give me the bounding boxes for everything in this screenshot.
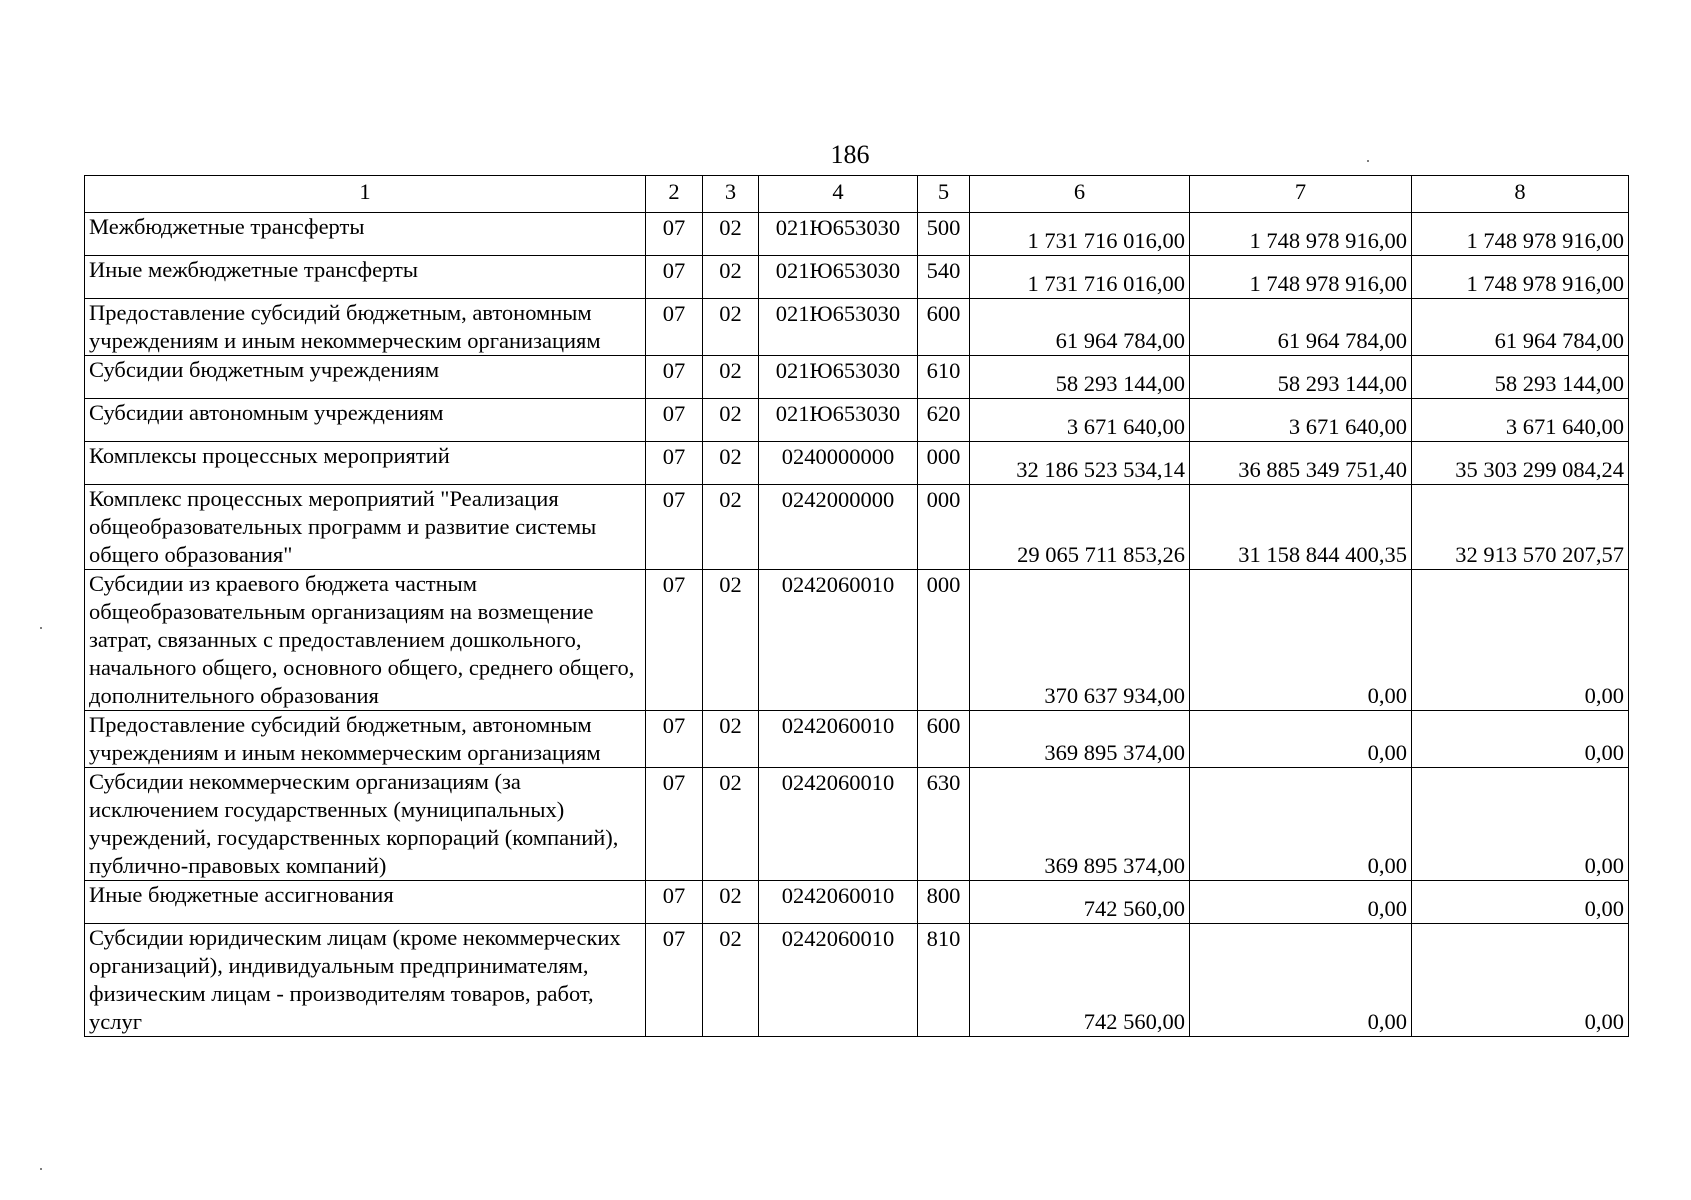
section-code-cell: 07 xyxy=(646,881,703,924)
subsection-code-cell: 02 xyxy=(703,570,759,711)
sum-col6-cell: 370 637 934,00 xyxy=(970,570,1190,711)
sum-col8-cell: 1 748 978 916,00 xyxy=(1412,256,1629,299)
sum-col8-cell: 32 913 570 207,57 xyxy=(1412,485,1629,570)
subsection-code-cell: 02 xyxy=(703,356,759,399)
expense-type-cell: 540 xyxy=(918,256,970,299)
expense-type-cell: 000 xyxy=(918,485,970,570)
table-row xyxy=(85,711,1629,768)
row-name-cell: Субсидии юридическим лицам (кроме некоммерческих организаций), индивидуальным предпринимателям, физическим лицам - производителям товаров, работ, услуг xyxy=(85,924,646,1037)
table-row xyxy=(85,485,1629,570)
budget-table xyxy=(84,175,1629,1037)
sum-col6-cell: 1 731 716 016,00 xyxy=(970,213,1190,256)
row-name-cell: Комплексы процессных мероприятий xyxy=(85,442,646,485)
expense-type-cell: 810 xyxy=(918,924,970,1037)
scan-speck xyxy=(40,1168,42,1170)
row-name-cell: Иные межбюджетные трансферты xyxy=(85,256,646,299)
sum-col8-cell: 58 293 144,00 xyxy=(1412,356,1629,399)
header-cell: 2 xyxy=(646,176,703,213)
subsection-code-cell: 02 xyxy=(703,924,759,1037)
sum-col7-cell: 1 748 978 916,00 xyxy=(1190,213,1412,256)
row-name-cell: Субсидии из краевого бюджета частным общеобразовательным организациям на возмещение затрат, связанных с предоставлением дошкольного, начального общего, основного общего, среднего общего, дополнительного образования xyxy=(85,570,646,711)
section-code-cell: 07 xyxy=(646,399,703,442)
sum-col6-cell: 29 065 711 853,26 xyxy=(970,485,1190,570)
sum-col6-cell: 3 671 640,00 xyxy=(970,399,1190,442)
sum-col6-cell: 32 186 523 534,14 xyxy=(970,442,1190,485)
sum-col8-cell: 0,00 xyxy=(1412,768,1629,881)
row-name-cell: Иные бюджетные ассигнования xyxy=(85,881,646,924)
section-code-cell: 07 xyxy=(646,213,703,256)
target-article-cell: 021Ю653030 xyxy=(759,213,918,256)
subsection-code-cell: 02 xyxy=(703,485,759,570)
sum-col8-cell: 1 748 978 916,00 xyxy=(1412,213,1629,256)
subsection-code-cell: 02 xyxy=(703,399,759,442)
row-name-cell: Субсидии бюджетным учреждениям xyxy=(85,356,646,399)
table-row xyxy=(85,768,1629,881)
table-row xyxy=(85,442,1629,485)
header-cell: 8 xyxy=(1412,176,1629,213)
header-cell: 7 xyxy=(1190,176,1412,213)
sum-col7-cell: 0,00 xyxy=(1190,570,1412,711)
target-article-cell: 021Ю653030 xyxy=(759,399,918,442)
table-row xyxy=(85,881,1629,924)
section-code-cell: 07 xyxy=(646,485,703,570)
section-code-cell: 07 xyxy=(646,442,703,485)
section-code-cell: 07 xyxy=(646,924,703,1037)
table-row xyxy=(85,924,1629,1037)
header-cell: 1 xyxy=(85,176,646,213)
subsection-code-cell: 02 xyxy=(703,299,759,356)
row-name-cell: Предоставление субсидий бюджетным, автономным учреждениям и иным некоммерческим организациям xyxy=(85,299,646,356)
expense-type-cell: 600 xyxy=(918,711,970,768)
scan-speck xyxy=(40,627,42,629)
row-name-cell: Комплекс процессных мероприятий "Реализация общеобразовательных программ и развитие системы общего образования" xyxy=(85,485,646,570)
table-row xyxy=(85,213,1629,256)
sum-col7-cell: 31 158 844 400,35 xyxy=(1190,485,1412,570)
header-cell: 6 xyxy=(970,176,1190,213)
subsection-code-cell: 02 xyxy=(703,256,759,299)
sum-col7-cell: 61 964 784,00 xyxy=(1190,299,1412,356)
expense-type-cell: 500 xyxy=(918,213,970,256)
table-row xyxy=(85,570,1629,711)
header-cell: 5 xyxy=(918,176,970,213)
sum-col7-cell: 36 885 349 751,40 xyxy=(1190,442,1412,485)
sum-col6-cell: 1 731 716 016,00 xyxy=(970,256,1190,299)
target-article-cell: 0242060010 xyxy=(759,924,918,1037)
target-article-cell: 021Ю653030 xyxy=(759,256,918,299)
subsection-code-cell: 02 xyxy=(703,213,759,256)
target-article-cell: 0240000000 xyxy=(759,442,918,485)
sum-col8-cell: 35 303 299 084,24 xyxy=(1412,442,1629,485)
sum-col7-cell: 0,00 xyxy=(1190,924,1412,1037)
target-article-cell: 021Ю653030 xyxy=(759,299,918,356)
table-row xyxy=(85,256,1629,299)
target-article-cell: 0242060010 xyxy=(759,768,918,881)
subsection-code-cell: 02 xyxy=(703,768,759,881)
table-body xyxy=(85,176,1629,1037)
expense-type-cell: 800 xyxy=(918,881,970,924)
sum-col8-cell: 0,00 xyxy=(1412,570,1629,711)
target-article-cell: 0242060010 xyxy=(759,711,918,768)
subsection-code-cell: 02 xyxy=(703,881,759,924)
sum-col6-cell: 742 560,00 xyxy=(970,881,1190,924)
section-code-cell: 07 xyxy=(646,711,703,768)
sum-col7-cell: 0,00 xyxy=(1190,711,1412,768)
expense-type-cell: 600 xyxy=(918,299,970,356)
table-row xyxy=(85,356,1629,399)
section-code-cell: 07 xyxy=(646,256,703,299)
sum-col6-cell: 742 560,00 xyxy=(970,924,1190,1037)
sum-col7-cell: 0,00 xyxy=(1190,768,1412,881)
table-row xyxy=(85,399,1629,442)
row-name-cell: Субсидии автономным учреждениям xyxy=(85,399,646,442)
sum-col7-cell: 3 671 640,00 xyxy=(1190,399,1412,442)
target-article-cell: 0242060010 xyxy=(759,570,918,711)
section-code-cell: 07 xyxy=(646,356,703,399)
expense-type-cell: 000 xyxy=(918,442,970,485)
header-row xyxy=(85,176,1629,213)
header-cell: 3 xyxy=(703,176,759,213)
subsection-code-cell: 02 xyxy=(703,711,759,768)
target-article-cell: 0242060010 xyxy=(759,881,918,924)
row-name-cell: Предоставление субсидий бюджетным, автономным учреждениям и иным некоммерческим организациям xyxy=(85,711,646,768)
section-code-cell: 07 xyxy=(646,570,703,711)
sum-col8-cell: 61 964 784,00 xyxy=(1412,299,1629,356)
sum-col6-cell: 58 293 144,00 xyxy=(970,356,1190,399)
page-number: 186 xyxy=(830,140,870,169)
sum-col8-cell: 0,00 xyxy=(1412,924,1629,1037)
sum-col8-cell: 0,00 xyxy=(1412,881,1629,924)
target-article-cell: 0242000000 xyxy=(759,485,918,570)
subsection-code-cell: 02 xyxy=(703,442,759,485)
row-name-cell: Субсидии некоммерческим организациям (за исключением государственных (муниципальных) учреждений, государственных корпораций (компаний), публично-правовых компаний) xyxy=(85,768,646,881)
section-code-cell: 07 xyxy=(646,299,703,356)
sum-col6-cell: 369 895 374,00 xyxy=(970,768,1190,881)
scan-speck xyxy=(1367,160,1369,162)
sum-col8-cell: 0,00 xyxy=(1412,711,1629,768)
sum-col7-cell: 0,00 xyxy=(1190,881,1412,924)
target-article-cell: 021Ю653030 xyxy=(759,356,918,399)
sum-col7-cell: 58 293 144,00 xyxy=(1190,356,1412,399)
table-row xyxy=(85,299,1629,356)
expense-type-cell: 610 xyxy=(918,356,970,399)
sum-col6-cell: 61 964 784,00 xyxy=(970,299,1190,356)
expense-type-cell: 620 xyxy=(918,399,970,442)
sum-col8-cell: 3 671 640,00 xyxy=(1412,399,1629,442)
sum-col7-cell: 1 748 978 916,00 xyxy=(1190,256,1412,299)
row-name-cell: Межбюджетные трансферты xyxy=(85,213,646,256)
section-code-cell: 07 xyxy=(646,768,703,881)
expense-type-cell: 000 xyxy=(918,570,970,711)
header-cell: 4 xyxy=(759,176,918,213)
expense-type-cell: 630 xyxy=(918,768,970,881)
sum-col6-cell: 369 895 374,00 xyxy=(970,711,1190,768)
